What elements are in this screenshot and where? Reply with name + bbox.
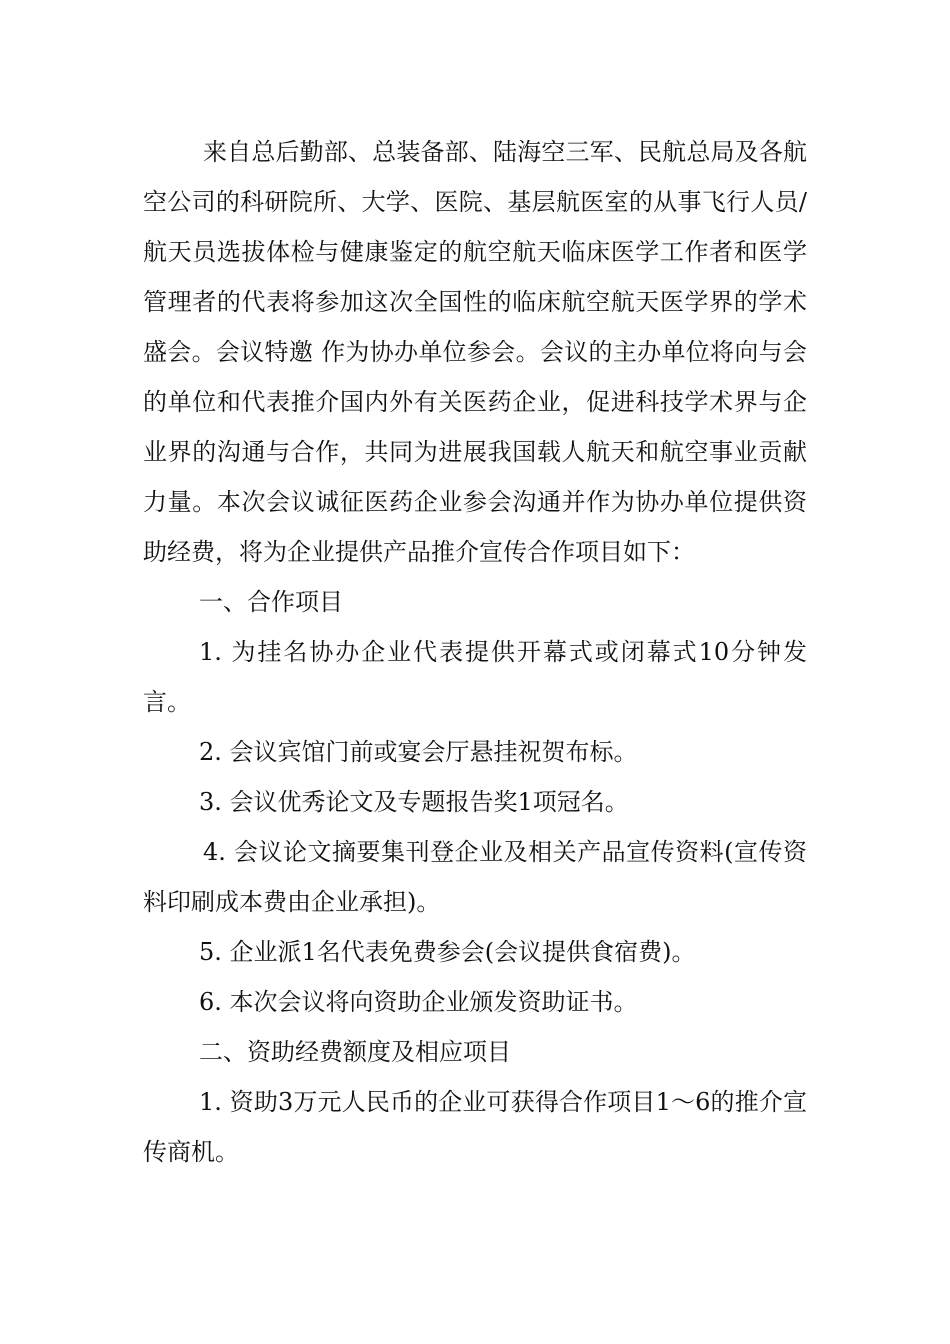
- section-heading-funding: 二、资助经费额度及相应项目: [199, 1038, 511, 1066]
- list-item: 2. 会议宾馆门前或宴会厅悬挂祝贺布标。: [199, 738, 638, 766]
- intro-paragraph: 来自总后勤部、总装备部、陆海空三军、民航总局及各航空公司的科研院所、大学、医院、基层航医室的从事飞行人员/航天员选拔体检与健康鉴定的航空航天临床医学工作者和医学管理者的代表将参加这次全国性的临床航空航天医学界的学术盛会。会议特邀 作为协办单位参会。会议的主办单位将向与会的单位和代表推介国内外有关医药企业，促进科技学术界与企业界的沟通与合作，共同为进展我国载人航天和航空事业贡献力量。本次会议诚征医药企业参会沟通并作为协办单位提供资助经费，将为企业提供产品推介宣传合作项目如下：: [143, 138, 807, 566]
- list-item: 6. 本次会议将向资助企业颁发资助证书。: [199, 988, 638, 1016]
- document-body: [143, 127, 807, 1177]
- list-item: 1. 为挂名协办企业代表提供开幕式或闭幕式10分钟发言。: [143, 638, 807, 716]
- section-heading-cooperation-items: 一、合作项目: [199, 588, 343, 616]
- list-item: 1. 资助3万元人民币的企业可获得合作项目1～6的推介宣传商机。: [143, 1088, 807, 1166]
- list-item: 5. 企业派1名代表免费参会(会议提供食宿费)。: [199, 938, 696, 966]
- list-item: 4. 会议论文摘要集刊登企业及相关产品宣传资料(宣传资料印刷成本费由企业承担)。: [143, 838, 807, 916]
- list-item: 3. 会议优秀论文及专题报告奖1项冠名。: [199, 788, 629, 816]
